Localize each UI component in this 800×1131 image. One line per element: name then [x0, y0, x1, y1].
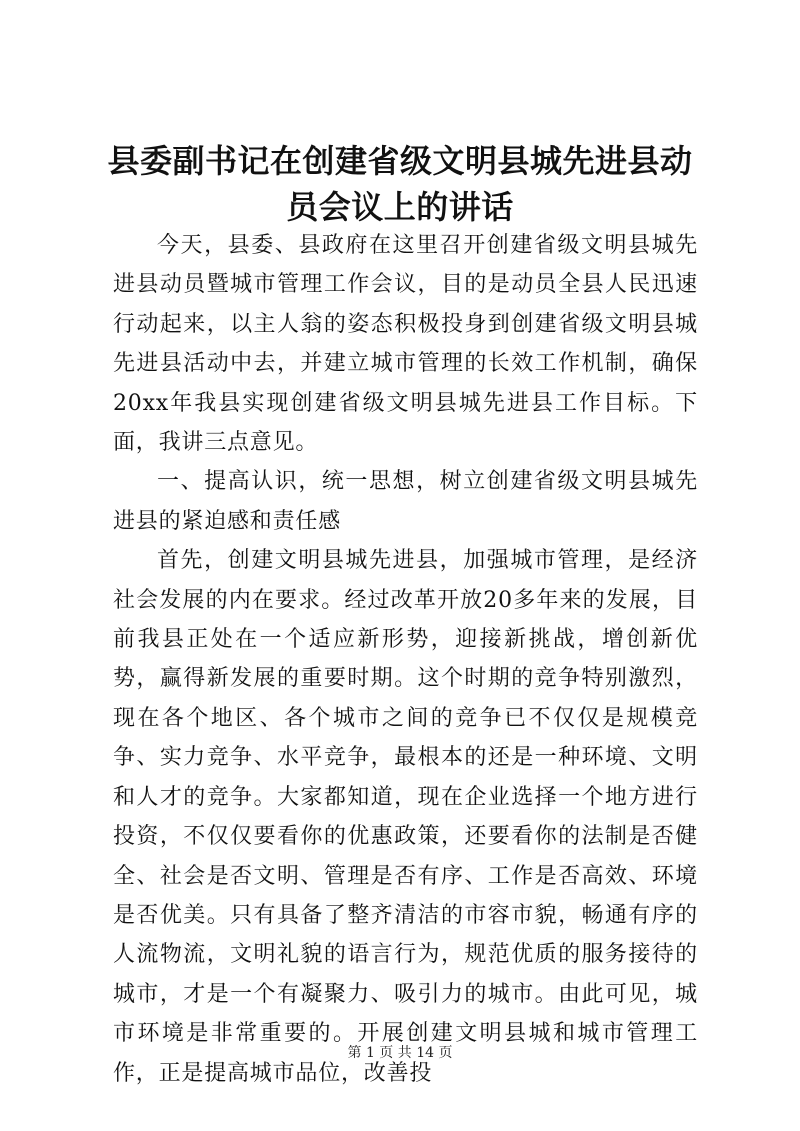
- paragraph-section-heading: 一、提高认识，统一思想，树立创建省级文明县城先进县的紧迫感和责任感: [113, 469, 698, 534]
- paragraph-intro: 今天，县委、县政府在这里召开创建省级文明县城先进县动员暨城市管理工作会议，目的是动员全县人民迅速行动起来，以主人翁的姿态积极投身到创建省级文明县城先进县活动中去，并建立城市管理的长效工作机制，确保20xx年我县实现创建省级文明县城先进县工作目标。下面，我讲三点意见。: [113, 233, 698, 456]
- page-number-footer: 第 1 页 共 14 页: [347, 1045, 453, 1061]
- paragraph-first-point: 首先，创建文明县城先进县，加强城市管理，是经济社会发展的内在要求。经过改革开放20多年来的发展，目前我县正处在一个适应新形势，迎接新挑战，增创新优势，赢得新发展的重要时期。这个时期的竞争特别激烈，现在各个地区、各个城市之间的竞争已不仅仅是规模竞争、实力竞争、水平竞争，最根本的还是一种环境、文明和人才的竞争。大家都知道，现在企业选择一个地方进行投资，不仅仅要看你的优惠政策，还要看你的法制是否健全、社会是否文明、管理是否有序、工作是否高效、环境是否优美。只有具备了整齐清洁的市容市貌，畅通有序的人流物流，文明礼貌的语言行为，规范优质的服务接待的城市，才是一个有凝聚力、吸引力的城市。由此可见，城市环境是非常重要的。开展创建文明县城和城市管理工作，正是提高城市品位，改善投: [113, 548, 698, 1086]
- document-body: [113, 226, 698, 1093]
- document-title: 县委副书记在创建省级文明县城先进县动员会议上的讲话: [107, 142, 693, 226]
